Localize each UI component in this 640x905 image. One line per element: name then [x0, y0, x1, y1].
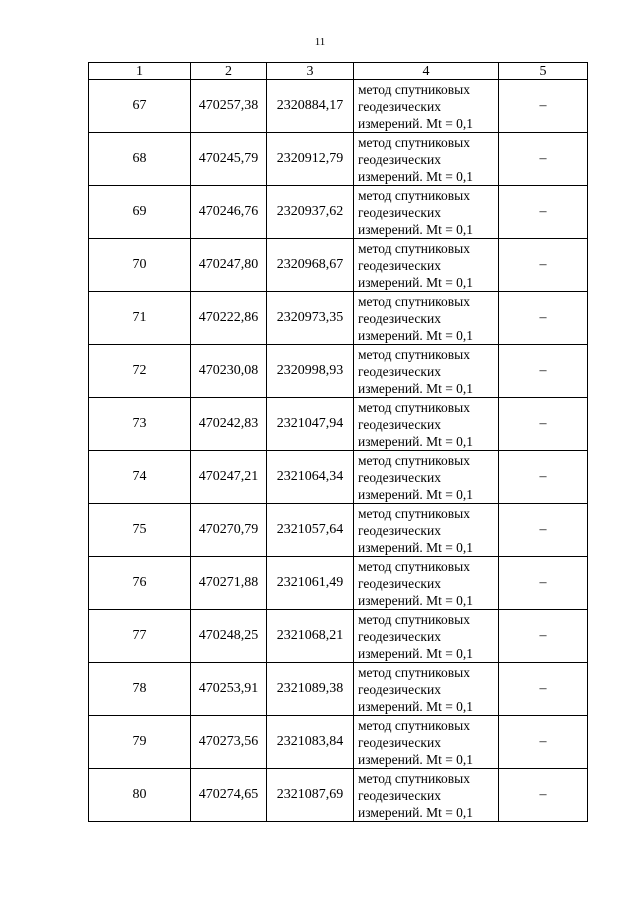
method-line: измерений. Mt = 0,1 — [358, 804, 474, 820]
table-row — [89, 663, 588, 716]
method-line: геодезических — [358, 575, 441, 591]
point-number-cell: 70 — [89, 239, 191, 292]
method-cell — [354, 557, 499, 610]
method-line: метод спутниковых — [358, 187, 470, 203]
point-number-cell: 71 — [89, 292, 191, 345]
method-line: измерений. Mt = 0,1 — [358, 698, 474, 714]
note-cell: – — [499, 398, 588, 451]
method-line: измерений. Mt = 0,1 — [358, 592, 474, 608]
method-line: метод спутниковых — [358, 81, 470, 97]
y-coordinate-cell: 2321083,84 — [267, 716, 354, 769]
y-coordinate-cell: 2321064,34 — [267, 451, 354, 504]
x-coordinate-cell: 470257,38 — [191, 80, 267, 133]
x-coordinate-cell: 470222,86 — [191, 292, 267, 345]
x-coordinate-cell: 470242,83 — [191, 398, 267, 451]
point-number-cell: 72 — [89, 345, 191, 398]
header-col-5: 5 — [499, 63, 588, 80]
table-row — [89, 398, 588, 451]
method-line: геодезических — [358, 522, 441, 538]
note-cell: – — [499, 663, 588, 716]
method-cell — [354, 80, 499, 133]
method-line: метод спутниковых — [358, 558, 470, 574]
note-cell: – — [499, 80, 588, 133]
x-coordinate-cell: 470273,56 — [191, 716, 267, 769]
table-body — [89, 80, 588, 822]
point-number-cell: 69 — [89, 186, 191, 239]
method-line: метод спутниковых — [358, 293, 470, 309]
y-coordinate-cell: 2321057,64 — [267, 504, 354, 557]
method-line: измерений. Mt = 0,1 — [358, 327, 474, 343]
method-cell — [354, 186, 499, 239]
method-cell — [354, 610, 499, 663]
method-line: измерений. Mt = 0,1 — [358, 274, 474, 290]
method-cell — [354, 663, 499, 716]
y-coordinate-cell: 2321087,69 — [267, 769, 354, 822]
page-number: 11 — [314, 36, 326, 48]
table-row — [89, 80, 588, 133]
method-cell — [354, 345, 499, 398]
table-row — [89, 557, 588, 610]
table-row — [89, 292, 588, 345]
method-line: геодезических — [358, 310, 441, 326]
method-line: измерений. Mt = 0,1 — [358, 645, 474, 661]
x-coordinate-cell: 470245,79 — [191, 133, 267, 186]
method-line: геодезических — [358, 363, 441, 379]
method-line: геодезических — [358, 734, 441, 750]
method-line: геодезических — [358, 787, 441, 803]
table-row — [89, 504, 588, 557]
method-line: метод спутниковых — [358, 770, 470, 786]
method-line: геодезических — [358, 416, 441, 432]
point-number-cell: 80 — [89, 769, 191, 822]
point-number-cell: 79 — [89, 716, 191, 769]
method-line: измерений. Mt = 0,1 — [358, 433, 474, 449]
table-row — [89, 133, 588, 186]
table-header — [89, 63, 588, 80]
header-row — [89, 63, 588, 80]
note-cell: – — [499, 292, 588, 345]
point-number-cell: 67 — [89, 80, 191, 133]
x-coordinate-cell: 470274,65 — [191, 769, 267, 822]
method-line: метод спутниковых — [358, 505, 470, 521]
method-line: измерений. Mt = 0,1 — [358, 539, 474, 555]
header-col-4: 4 — [354, 63, 499, 80]
method-cell — [354, 504, 499, 557]
point-number-cell: 73 — [89, 398, 191, 451]
method-line: метод спутниковых — [358, 134, 470, 150]
y-coordinate-cell: 2321068,21 — [267, 610, 354, 663]
method-line: геодезических — [358, 257, 441, 273]
table-row — [89, 239, 588, 292]
point-number-cell: 77 — [89, 610, 191, 663]
method-line: геодезических — [358, 628, 441, 644]
method-line: измерений. Mt = 0,1 — [358, 380, 474, 396]
note-cell: – — [499, 610, 588, 663]
y-coordinate-cell: 2320937,62 — [267, 186, 354, 239]
method-line: метод спутниковых — [358, 346, 470, 362]
note-cell: – — [499, 557, 588, 610]
method-cell — [354, 239, 499, 292]
note-cell: – — [499, 239, 588, 292]
table-row — [89, 451, 588, 504]
header-col-3: 3 — [267, 63, 354, 80]
x-coordinate-cell: 470247,21 — [191, 451, 267, 504]
method-line: геодезических — [358, 204, 441, 220]
y-coordinate-cell: 2320912,79 — [267, 133, 354, 186]
y-coordinate-cell: 2320968,67 — [267, 239, 354, 292]
x-coordinate-cell: 470230,08 — [191, 345, 267, 398]
point-number-cell: 74 — [89, 451, 191, 504]
y-coordinate-cell: 2321089,38 — [267, 663, 354, 716]
x-coordinate-cell: 470271,88 — [191, 557, 267, 610]
note-cell: – — [499, 345, 588, 398]
note-cell: – — [499, 504, 588, 557]
method-line: метод спутниковых — [358, 664, 470, 680]
method-line: метод спутниковых — [358, 717, 470, 733]
y-coordinate-cell: 2320998,93 — [267, 345, 354, 398]
point-number-cell: 75 — [89, 504, 191, 557]
table-row — [89, 186, 588, 239]
method-cell — [354, 398, 499, 451]
table-row — [89, 716, 588, 769]
header-col-1: 1 — [89, 63, 191, 80]
y-coordinate-cell: 2321061,49 — [267, 557, 354, 610]
x-coordinate-cell: 470246,76 — [191, 186, 267, 239]
x-coordinate-cell: 470253,91 — [191, 663, 267, 716]
y-coordinate-cell: 2320884,17 — [267, 80, 354, 133]
method-line: геодезических — [358, 98, 441, 114]
point-number-cell: 68 — [89, 133, 191, 186]
method-line: измерений. Mt = 0,1 — [358, 115, 474, 131]
method-cell — [354, 451, 499, 504]
note-cell: – — [499, 133, 588, 186]
note-cell: – — [499, 716, 588, 769]
x-coordinate-cell: 470247,80 — [191, 239, 267, 292]
method-line: измерений. Mt = 0,1 — [358, 221, 474, 237]
method-line: метод спутниковых — [358, 611, 470, 627]
method-line: измерений. Mt = 0,1 — [358, 168, 474, 184]
method-cell — [354, 769, 499, 822]
method-line: геодезических — [358, 681, 441, 697]
point-number-cell: 76 — [89, 557, 191, 610]
method-cell — [354, 292, 499, 345]
coordinates-table — [88, 62, 588, 822]
header-col-2: 2 — [191, 63, 267, 80]
x-coordinate-cell: 470270,79 — [191, 504, 267, 557]
y-coordinate-cell: 2321047,94 — [267, 398, 354, 451]
method-cell — [354, 716, 499, 769]
method-cell — [354, 133, 499, 186]
method-line: измерений. Mt = 0,1 — [358, 486, 474, 502]
table-row — [89, 345, 588, 398]
method-line: измерений. Mt = 0,1 — [358, 751, 474, 767]
note-cell: – — [499, 451, 588, 504]
y-coordinate-cell: 2320973,35 — [267, 292, 354, 345]
note-cell: – — [499, 186, 588, 239]
table-row — [89, 610, 588, 663]
table-row — [89, 769, 588, 822]
method-line: метод спутниковых — [358, 399, 470, 415]
method-line: геодезических — [358, 469, 441, 485]
note-cell: – — [499, 769, 588, 822]
method-line: геодезических — [358, 151, 441, 167]
method-line: метод спутниковых — [358, 240, 470, 256]
point-number-cell: 78 — [89, 663, 191, 716]
x-coordinate-cell: 470248,25 — [191, 610, 267, 663]
method-line: метод спутниковых — [358, 452, 470, 468]
